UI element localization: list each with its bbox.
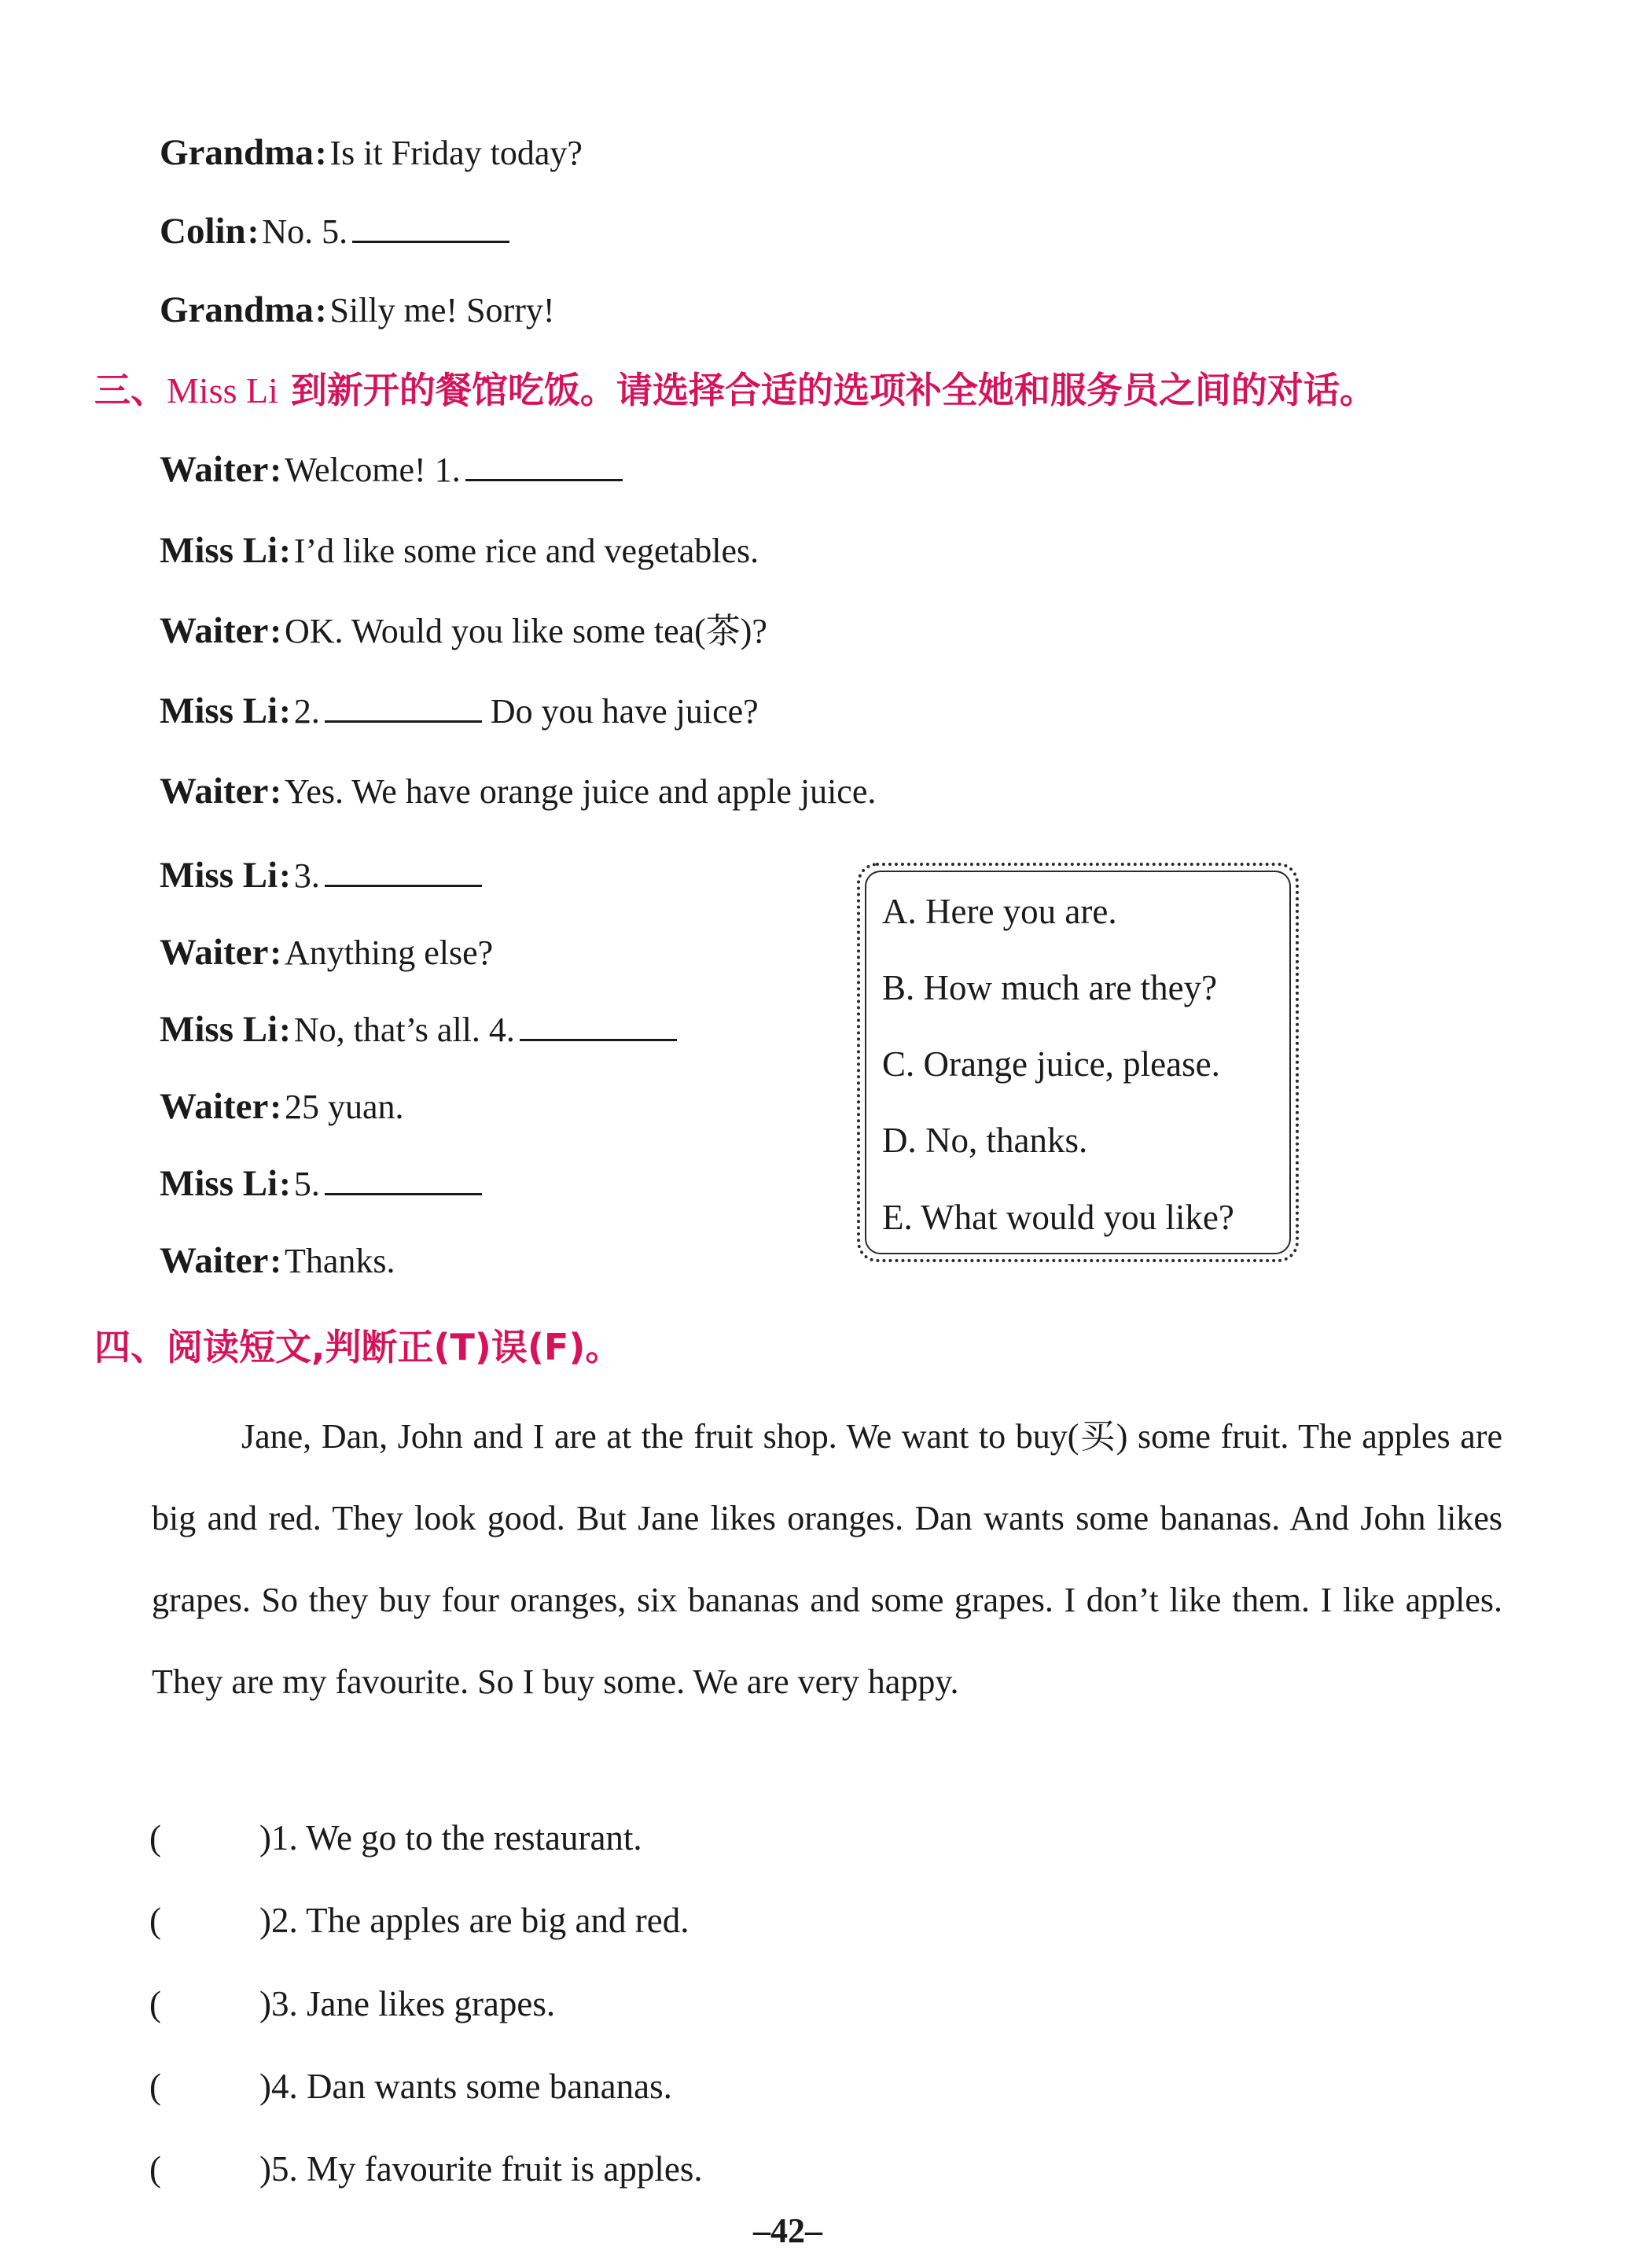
dialogue-line: Waiter:OK. Would you like some tea(茶)?: [160, 610, 767, 651]
judgement-item: ( )2. The apples are big and red.: [149, 1897, 689, 1944]
dialogue-line: Waiter:25 yuan.: [160, 1086, 404, 1127]
speaker-name: Waiter: [160, 449, 269, 490]
dialogue-text: Welcome! 1.: [285, 451, 461, 489]
dialogue-line: Miss Li:2. Do you have juice?: [160, 690, 759, 731]
judgement-text: 2. The apples are big and red.: [271, 1901, 689, 1940]
speaker-name: Miss Li: [160, 1163, 278, 1204]
dialogue-text: Yes. We have orange juice and apple juice.: [285, 772, 877, 811]
answer-blank-4[interactable]: [520, 1007, 677, 1041]
judgement-item: ( )3. Jane likes grapes.: [149, 1980, 555, 2027]
option-a: A. Here you are.: [882, 892, 1117, 931]
judgement-item: ( )4. Dan wants some bananas.: [149, 2063, 672, 2110]
dialogue-line: Waiter:Yes. We have orange juice and apple juice.: [160, 771, 877, 812]
judgement-text: 3. Jane likes grapes.: [271, 1984, 556, 2023]
dialogue-text: I’d like some rice and vegetables.: [293, 532, 759, 570]
dialogue-text: No, that’s all. 4.: [293, 1011, 515, 1049]
section-3-heading: [94, 366, 1376, 414]
option-e: E. What would you like?: [882, 1198, 1234, 1237]
speaker-name: Waiter: [160, 771, 269, 812]
option-d: D. No, thanks.: [882, 1121, 1088, 1160]
dialogue-text: Do you have juice?: [481, 692, 759, 731]
dialogue-line: Grandma:Is it Friday today?: [160, 132, 583, 173]
dialogue-text: Anything else?: [285, 933, 494, 972]
speaker-name: Colin: [160, 211, 246, 252]
dialogue-line: Waiter:Anything else?: [160, 932, 494, 973]
answer-blank[interactable]: [352, 209, 509, 243]
answer-blank-1[interactable]: [465, 447, 623, 481]
speaker-name: Miss Li: [160, 690, 278, 731]
section-number: 三、: [94, 369, 167, 411]
dialogue-line: Waiter:Welcome! 1.: [160, 446, 623, 494]
dialogue-line: Miss Li:3.: [160, 852, 482, 900]
dialogue-line: Waiter:Thanks.: [160, 1240, 395, 1281]
dialogue-line: Miss Li:No, that’s all. 4.: [160, 1006, 677, 1054]
answer-blank-5[interactable]: [325, 1162, 482, 1195]
section-title-cn: 到新开的餐馆吃饭。请选择合适的选项补全她和服务员之间的对话。: [278, 369, 1376, 411]
judgement-text: 1. We go to the restaurant.: [271, 1818, 642, 1857]
answer-paren[interactable]: (: [149, 1901, 161, 1940]
dialogue-text: 25 yuan.: [285, 1088, 404, 1126]
dialogue-text: No. 5.: [262, 212, 348, 251]
dialogue-text: Thanks.: [285, 1242, 395, 1280]
dialogue-line: Grandma:Silly me! Sorry!: [160, 289, 555, 330]
speaker-name: Waiter: [160, 932, 269, 973]
dialogue-line: Miss Li:5.: [160, 1160, 482, 1208]
dialogue-text: 3.: [293, 856, 320, 895]
section-4-heading: 四、阅读短文,判断正(T)误(F)。: [94, 1326, 622, 1368]
dialogue-line: Miss Li:I’d like some rice and vegetables.: [160, 530, 759, 571]
answer-blank-3[interactable]: [325, 853, 482, 887]
section-title-en: Miss Li: [167, 370, 278, 411]
option-b: B. How much are they?: [882, 968, 1218, 1007]
dialogue-text: 2.: [293, 692, 320, 731]
answer-paren[interactable]: (: [149, 1818, 161, 1857]
speaker-name: Grandma: [160, 132, 314, 173]
speaker-name: Waiter: [160, 1240, 269, 1281]
speaker-name: Grandma: [160, 289, 314, 330]
speaker-name: Waiter: [160, 610, 269, 651]
option-c: C. Orange juice, please.: [882, 1044, 1220, 1084]
dialogue-text: Silly me! Sorry!: [329, 291, 555, 330]
options-box: [857, 863, 1299, 1262]
speaker-name: Miss Li: [160, 855, 278, 896]
dialogue-text: Is it Friday today?: [329, 134, 583, 172]
judgement-text: 5. My favourite fruit is apples.: [271, 2149, 703, 2189]
speaker-name: Miss Li: [160, 530, 278, 571]
reading-passage: Jane, Dan, John and I are at the fruit shop. We want to buy(买) some fruit. The apples are big and red. They look good. But Jane likes oranges. Dan wants some bananas. And John likes grapes. So they buy four oranges, six bananas and some grapes. I don’t like them. I like apples. They are my favourite. So I buy some. We are very happy.: [152, 1417, 1502, 1701]
page-number: –42–: [753, 2211, 822, 2250]
dialogue-text: 5.: [293, 1165, 320, 1203]
judgement-item: ( )1. We go to the restaurant.: [149, 1814, 642, 1861]
answer-paren[interactable]: (: [149, 1984, 161, 2023]
judgement-item: ( )5. My favourite fruit is apples.: [149, 2145, 703, 2193]
judgement-text: 4. Dan wants some bananas.: [271, 2067, 672, 2106]
speaker-name: Waiter: [160, 1086, 269, 1127]
dialogue-line: Colin:No. 5.: [160, 208, 509, 256]
answer-paren[interactable]: (: [149, 2149, 161, 2189]
answer-blank-2[interactable]: [325, 689, 482, 723]
dialogue-text: OK. Would you like some tea(茶)?: [285, 612, 767, 650]
answer-paren[interactable]: (: [149, 2067, 161, 2106]
speaker-name: Miss Li: [160, 1009, 278, 1050]
